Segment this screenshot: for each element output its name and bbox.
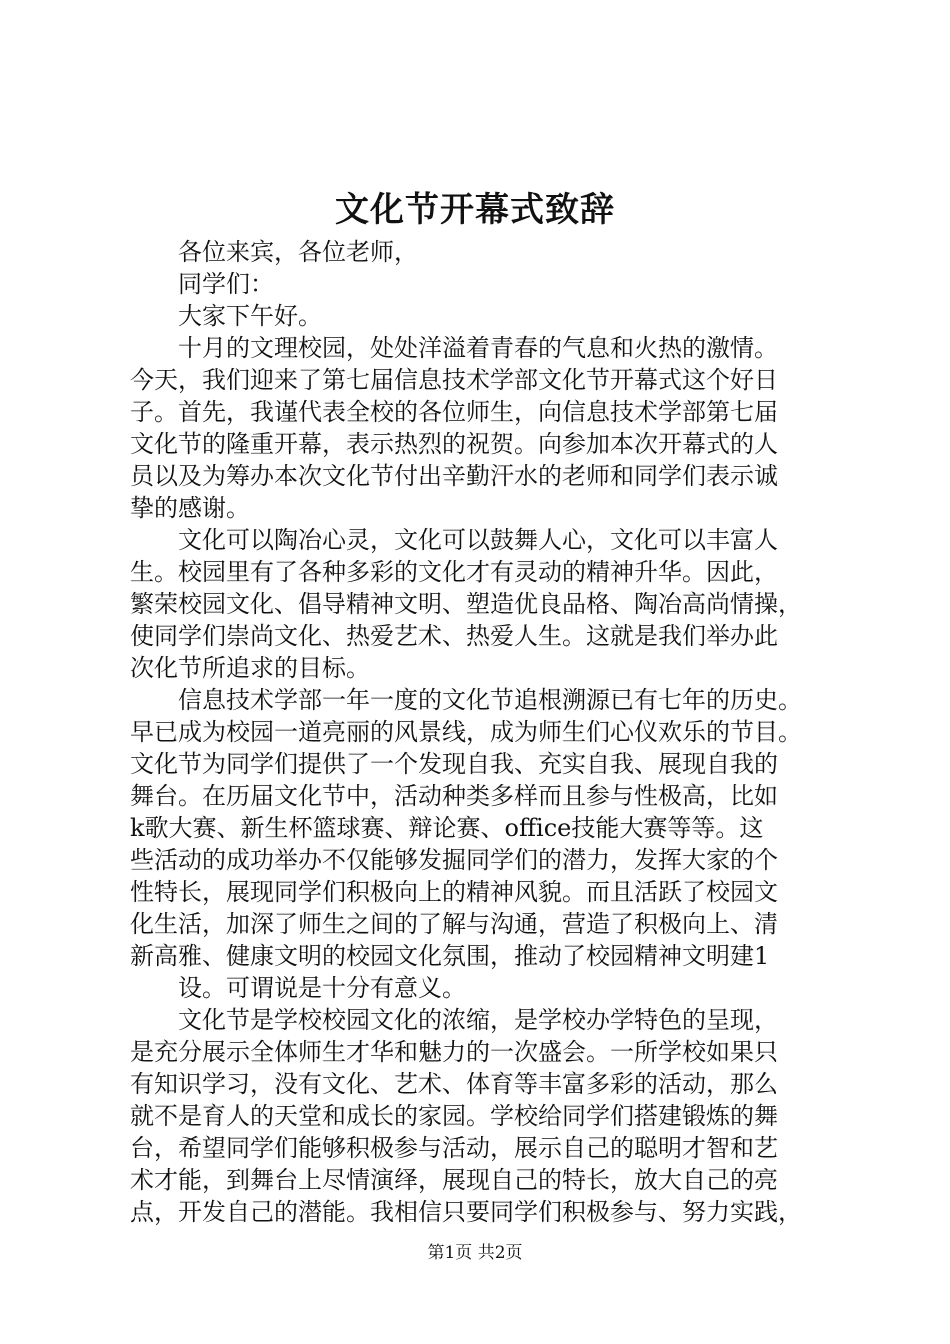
text-line: 化生活，加深了师生之间的了解与沟通，营造了积极向上、清 <box>130 910 778 938</box>
text-line: 十月的文理校园，处处洋溢着青春的气息和火热的激情。 <box>178 334 778 362</box>
text-line: 使同学们崇尚文化、热爱艺术、热爱人生。这就是我们举办此 <box>130 622 778 650</box>
text-line: 台，希望同学们能够积极参与活动，展示自己的聪明才智和艺 <box>130 1134 778 1162</box>
text-line: 同学们： <box>178 270 274 298</box>
text-line: 是充分展示全体师生才华和魅力的一次盛会。一所学校如果只 <box>130 1038 778 1066</box>
text-line: 文化节是学校校园文化的浓缩，是学校办学特色的呈现， <box>178 1006 778 1034</box>
text-line: 子。首先，我谨代表全校的各位师生，向信息技术学部第七届 <box>130 398 778 426</box>
text-line: 文化节的隆重开幕，表示热烈的祝贺。向参加本次开幕式的人 <box>130 430 778 458</box>
text-line: 些活动的成功举办不仅能够发掘同学们的潜力，发挥大家的个 <box>130 846 778 874</box>
text-line: 次化节所追求的目标。 <box>130 654 370 682</box>
text-line: 舞台。在历届文化节中，活动种类多样而且参与性极高，比如 <box>130 782 778 810</box>
text-line: k歌大赛、新生杯篮球赛、辩论赛、office技能大赛等等。这 <box>130 814 764 842</box>
text-line: 大家下午好。 <box>178 302 322 330</box>
text-line: 设。可谓说是十分有意义。 <box>178 974 466 1002</box>
text-line: 术才能，到舞台上尽情演绎，展现自己的特长，放大自己的亮 <box>130 1166 778 1194</box>
page-number-footer: 第1页 共2页 <box>427 1243 523 1263</box>
text-line: 挚的感谢。 <box>130 494 250 522</box>
text-line: 点，开发自己的潜能。我相信只要同学们积极参与、努力实践， <box>130 1198 802 1226</box>
text-line: 今天，我们迎来了第七届信息技术学部文化节开幕式这个好日 <box>130 366 778 394</box>
document-title: 文化节开幕式致辞 <box>335 190 615 230</box>
text-line: 新高雅、健康文明的校园文化氛围，推动了校园精神文明建1 <box>130 942 770 970</box>
text-line: 生。校园里有了各种多彩的文化才有灵动的精神升华。因此， <box>130 558 778 586</box>
text-line: 文化可以陶冶心灵，文化可以鼓舞人心，文化可以丰富人 <box>178 526 778 554</box>
text-line: 信息技术学部一年一度的文化节追根溯源已有七年的历史。 <box>178 686 802 714</box>
text-line: 繁荣校园文化、倡导精神文明、塑造优良品格、陶冶高尚情操， <box>130 590 802 618</box>
text-line: 文化节为同学们提供了一个发现自我、充实自我、展现自我的 <box>130 750 778 778</box>
text-line: 有知识学习，没有文化、艺术、体育等丰富多彩的活动，那么 <box>130 1070 778 1098</box>
text-line: 就不是育人的天堂和成长的家园。学校给同学们搭建锻炼的舞 <box>130 1102 778 1130</box>
text-line: 各位来宾，各位老师， <box>178 238 418 266</box>
text-line: 早已成为校园一道亮丽的风景线，成为师生们心仪欢乐的节目。 <box>130 718 802 746</box>
text-line: 性特长，展现同学们积极向上的精神风貌。而且活跃了校园文 <box>130 878 778 906</box>
text-line: 员以及为筹办本次文化节付出辛勤汗水的老师和同学们表示诚 <box>130 462 778 490</box>
document-body <box>130 236 830 1228</box>
